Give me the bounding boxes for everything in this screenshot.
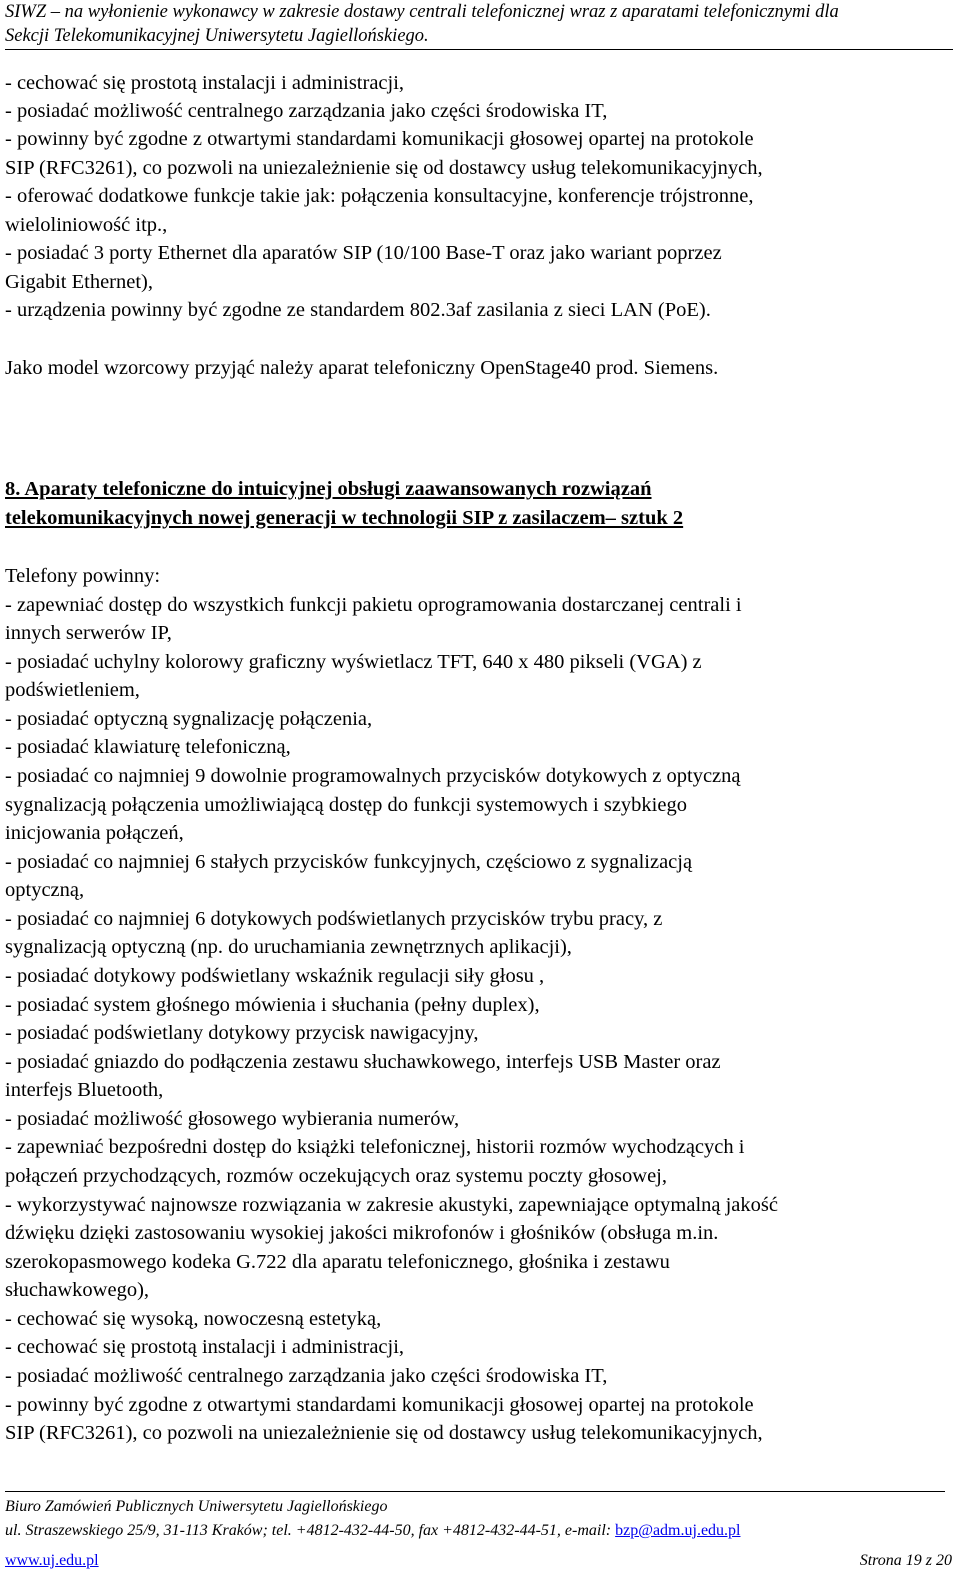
list-item: - posiadać klawiaturę telefoniczną, xyxy=(5,736,291,758)
footer-divider xyxy=(5,1491,945,1492)
header-divider xyxy=(5,49,953,50)
document-header xyxy=(5,0,955,48)
footer-website-link[interactable]: www.uj.edu.pl xyxy=(5,1552,99,1569)
list-item: dźwięku dzięki zastosowaniu wysokiej jakości mikrofonów i głośników (obsługa m.in. xyxy=(5,1222,719,1244)
list-item: podświetleniem, xyxy=(5,679,140,701)
section-intro: Telefony powinny: xyxy=(5,565,161,587)
list-item: szerokopasmowego kodeka G.722 dla aparatu telefonicznego, głośnika i zestawu xyxy=(5,1251,670,1273)
list-item: wieloliniowość itp., xyxy=(5,214,168,236)
list-item: Gigabit Ethernet), xyxy=(5,271,154,293)
list-item: - zapewniać bezpośredni dostęp do książki telefonicznej, historii rozmów wychodzących i xyxy=(5,1136,745,1158)
list-item: - posiadać gniazdo do podłączenia zestawu słuchawkowego, interfejs USB Master oraz xyxy=(5,1051,721,1073)
list-item: innych serwerów IP, xyxy=(5,622,172,644)
list-item: słuchawkowego), xyxy=(5,1279,150,1301)
list-item: SIP (RFC3261), co pozwoli na uniezależnienie się od dostawcy usług telekomunikacyjnych, xyxy=(5,157,763,179)
list-item: - posiadać uchylny kolorowy graficzny wyświetlacz TFT, 640 x 480 pikseli (VGA) z xyxy=(5,651,702,673)
section-heading-line-2: telekomunikacyjnych nowej generacji w technologii SIP z zasilaczem– sztuk 2 xyxy=(5,507,684,529)
list-item: - posiadać co najmniej 6 stałych przycisków funkcyjnych, częściowo z sygnalizacją xyxy=(5,851,693,873)
list-item: - posiadać 3 porty Ethernet dla aparatów SIP (10/100 Base-T oraz jako wariant poprzez xyxy=(5,242,722,264)
list-item: - powinny być zgodne z otwartymi standardami komunikacji głosowej opartej na protokole xyxy=(5,1394,754,1416)
list-item: SIP (RFC3261), co pozwoli na uniezależnienie się od dostawcy usług telekomunikacyjnych, xyxy=(5,1422,763,1444)
header-line-2: Sekcji Telekomunikacyjnej Uniwersytetu Jagiellońskiego. xyxy=(5,26,429,46)
list-item: - powinny być zgodne z otwartymi standardami komunikacji głosowej opartej na protokole xyxy=(5,128,754,150)
list-item: - cechować się wysoką, nowoczesną estetyką, xyxy=(5,1308,382,1330)
list-item: - oferować dodatkowe funkcje takie jak: połączenia konsultacyjne, konferencje trójstronne, xyxy=(5,185,754,207)
list-item: - posiadać optyczną sygnalizację połączenia, xyxy=(5,708,373,730)
list-item: sygnalizacją optyczną (np. do uruchamiania zewnętrznych aplikacji), xyxy=(5,936,572,958)
list-item: - posiadać system głośnego mówienia i słuchania (pełny duplex), xyxy=(5,994,540,1016)
list-item: - posiadać możliwość głosowego wybierania numerów, xyxy=(5,1108,460,1130)
list-item: - posiadać możliwość centralnego zarządzania jako części środowiska IT, xyxy=(5,1365,608,1387)
footer-address-line xyxy=(5,1521,740,1541)
footer-org: Biuro Zamówień Publicznych Uniwersytetu Jagiellońskiego xyxy=(5,1498,388,1515)
list-item: - urządzenia powinny być zgodne ze standardem 802.3af zasilania z sieci LAN (PoE). xyxy=(5,299,711,321)
list-item: - posiadać możliwość centralnego zarządzania jako części środowiska IT, xyxy=(5,100,608,122)
list-item: - posiadać dotykowy podświetlany wskaźnik regulacji siły głosu , xyxy=(5,965,545,987)
model-statement: Jako model wzorcowy przyjąć należy aparat telefoniczny OpenStage40 prod. Siemens. xyxy=(5,357,719,379)
footer-website-line xyxy=(5,1551,99,1571)
list-item: - wykorzystywać najnowsze rozwiązania w zakresie akustyki, zapewniające optymalną jakość xyxy=(5,1194,778,1216)
list-item: optyczną, xyxy=(5,879,85,901)
list-item: - posiadać co najmniej 6 dotykowych podświetlanych przycisków trybu pracy, z xyxy=(5,908,663,930)
footer-email-link[interactable]: bzp@adm.uj.edu.pl xyxy=(615,1522,741,1539)
section-heading-line-1: 8. Aparaty telefoniczne do intuicyjnej obsługi zaawansowanych rozwiązań xyxy=(5,478,652,500)
footer-address: ul. Straszewskiego 25/9, 31-113 Kraków; tel. +4812-432-44-50, fax +4812-432-44-51, e-mail: xyxy=(5,1522,616,1539)
page-number: Strona 19 z 20 xyxy=(859,1552,952,1569)
list-item: - posiadać co najmniej 9 dowolnie programowalnych przycisków dotykowych z optyczną xyxy=(5,765,741,787)
list-item: - cechować się prostotą instalacji i administracji, xyxy=(5,72,405,94)
list-item: sygnalizacją połączenia umożliwiającą dostęp do funkcji systemowych i szybkiego xyxy=(5,794,687,816)
list-item: - zapewniać dostęp do wszystkich funkcji pakietu oprogramowania dostarczanej centrali i xyxy=(5,594,742,616)
list-item: - cechować się prostotą instalacji i administracji, xyxy=(5,1336,405,1358)
list-item: połączeń przychodzących, rozmów oczekujących oraz systemu poczty głosowej, xyxy=(5,1165,667,1187)
header-line-1: SIWZ – na wyłonienie wykonawcy w zakresie dostawy centrali telefonicznej wraz z aparatami telefonicznymi dla xyxy=(5,2,839,22)
list-item: interfejs Bluetooth, xyxy=(5,1079,164,1101)
list-item: inicjowania połączeń, xyxy=(5,822,184,844)
list-item: - posiadać podświetlany dotykowy przycisk nawigacyjny, xyxy=(5,1022,479,1044)
